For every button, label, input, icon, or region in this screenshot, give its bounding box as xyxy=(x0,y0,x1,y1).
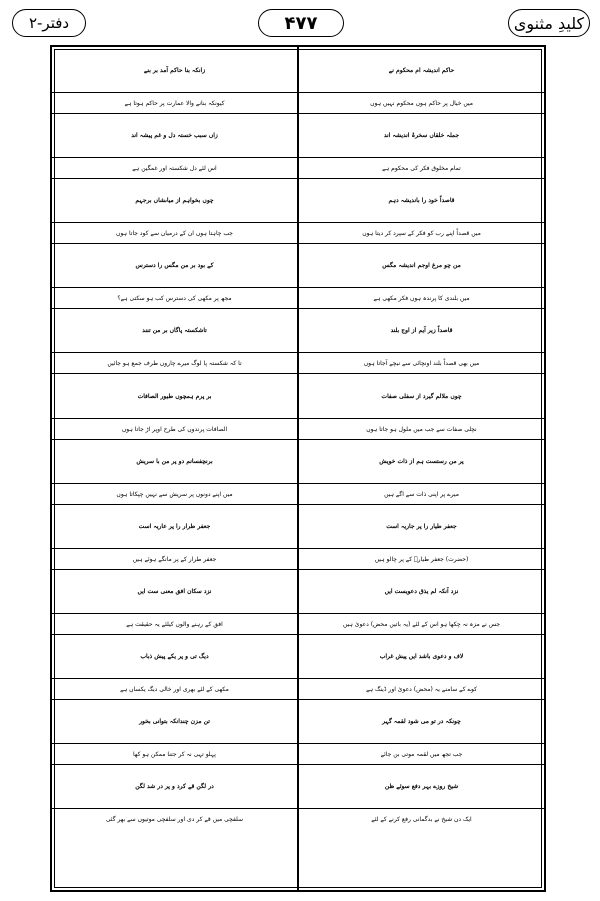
volume-label: دفتر-۲ xyxy=(12,9,86,37)
second-hemistich-translation: سلفچی میں قے کر دی اور سلفچی موتیوں سے بھر گئی xyxy=(105,816,244,824)
first-hemistich: لاف و دعوی باشد ایں پیش غراب xyxy=(379,652,464,660)
second-hemistich-translation: تا کہ شکستہ پا لوگ میرے چاروں طرف جمع ہو جائیں xyxy=(107,360,242,368)
second-hemistich: کے بود بر من مگس را دسترس xyxy=(135,262,214,270)
first-hemistich-translation: تمام مخلوق فکر کی محکوم ہے xyxy=(382,165,461,173)
first-hemistich-translation: میں قصداً اپنے رب کو فکر کے سپرد کر دیتا ہوں xyxy=(362,230,481,238)
second-hemistich-translation: مجھ پر مکھی کی دسترس کب ہو سکتی ہے؟ xyxy=(117,295,232,303)
book-title-header: کلیدِ مثنوی xyxy=(508,9,590,37)
second-hemistich: در لگن قے کرد و پر در شد لگن xyxy=(135,783,214,791)
second-hemistich: برنچفسانم دو پر من با سریش xyxy=(136,457,213,465)
first-hemistich: چوں ملالم گیرد از سفلی صفات xyxy=(381,392,462,400)
second-hemistich-translation: جعفر طرار کے پر مانگے ہوئے ہیں xyxy=(132,555,217,563)
first-hemistich-translation: نچلی صفات سے جب میں ملول ہو جاتا ہوں xyxy=(366,425,477,433)
second-hemistich: بر پرم ہمچوں طیور الصافات xyxy=(137,392,212,400)
second-hemistich: چوں بخواہم از میاںشاں برجہم xyxy=(135,197,214,205)
second-hemistich: زاں سبب خستہ دل و غم پیشہ اند xyxy=(131,132,218,140)
second-hemistich-translation: جب چاہتا ہوں ان کے درمیان سے کود جاتا ہوں xyxy=(116,230,233,238)
first-hemistich: چونکہ در تو می شود لقمہ گہر xyxy=(382,718,461,725)
first-hemistich: من چو مرغ اوجم اندیشہ مگس xyxy=(382,262,461,270)
first-hemistich: قاصداً زیر آیم از اوج بلند xyxy=(390,327,453,335)
first-hemistich: حاکم اندیشہ ام محکوم نے xyxy=(388,67,455,74)
second-hemistich-translation: الصافات پرندوں کی طرح اوپر اڑ جاتا ہوں xyxy=(121,425,228,433)
first-hemistich-translation: جب تجھ میں لقمہ موتی بن جائے xyxy=(380,751,463,758)
first-hemistich: شیخ روزے بہر دفع سوئے ظن xyxy=(384,783,459,791)
second-hemistich-translation: اس لئے دل شکستہ اور غمگین ہے xyxy=(132,165,217,173)
second-hemistich-translation: میں اپنے دونوں پر سریش سے نہیں چپکاتا ہوں xyxy=(116,490,233,498)
second-hemistich: تاشکستہ پاگاں بر من تنند xyxy=(142,327,207,335)
first-hemistich: جملہ خلقاں سخرۂ اندیشہ اند xyxy=(383,132,460,140)
second-hemistich: دیگ تی و پر یکے پیش ذباب xyxy=(140,652,209,660)
first-hemistich-translation: میں بلندی کا پرندہ ہوں فکر مکھی ہے xyxy=(373,295,470,303)
first-hemistich-translation: میں خیال پر حاکم ہوں محکوم نہیں ہوں xyxy=(370,100,473,107)
second-hemistich: زانکہ بنا حاکم آمد بر بنے xyxy=(143,67,206,74)
page-number: ۴۷۷ xyxy=(258,9,344,37)
first-hemistich-translation: ایک دن شیخ نے بدگمانی رفع کرنے کے لئے xyxy=(371,816,472,824)
first-hemistich-translation: میں بھی قصداً بلند اونچائی سے نیچے آجاتا ہوں xyxy=(363,360,480,368)
first-hemistich: قاصداً خود را باندیشہ دہم xyxy=(388,197,455,205)
second-hemistich: نزد سکان افق معنی ست ایں xyxy=(137,587,212,595)
first-hemistich-translation: میرے پر اپنی ذات سے اگے ہیں xyxy=(384,490,459,498)
first-hemistich: جعفر طیار را پر جاریہ است xyxy=(386,522,457,530)
second-hemistich: تن مزن چندانکہ بتوانی بخور xyxy=(139,718,210,725)
second-hemistich-translation: افق کے رہنے والوں کیلئے یہ حقیقت ہے xyxy=(126,620,223,628)
column-divider xyxy=(297,45,299,892)
second-hemistich-translation: مکھی کے لئے بھری اور خالی دیگ یکساں ہے xyxy=(120,685,229,693)
first-hemistich-translation: جس نے مزہ نہ چکھا ہو اس کے لئے (یہ باتیں محض) دعویٰ ہیں xyxy=(342,620,501,628)
first-hemistich: نزد آنکہ لم یذق دعویست ایں xyxy=(384,587,459,595)
second-hemistich-translation: پہلو تہی نہ کر جتنا ممکن ہو کھا xyxy=(133,751,216,758)
first-hemistich-translation: کوے کے سامنے یہ (محض) دعویٰ اور ڈینگ ہے xyxy=(366,685,477,693)
second-hemistich-translation: کیونکہ بنانے والا عمارت پر حاکم ہوتا ہے xyxy=(124,100,225,107)
first-hemistich: پر من رستست ہم از ذات خویش xyxy=(379,457,464,465)
first-hemistich-translation: (حضرت) جعفر طیارؓ کے پر چالو ہیں xyxy=(374,555,469,563)
second-hemistich: جعفر طرار را پر عاریہ است xyxy=(138,522,211,530)
